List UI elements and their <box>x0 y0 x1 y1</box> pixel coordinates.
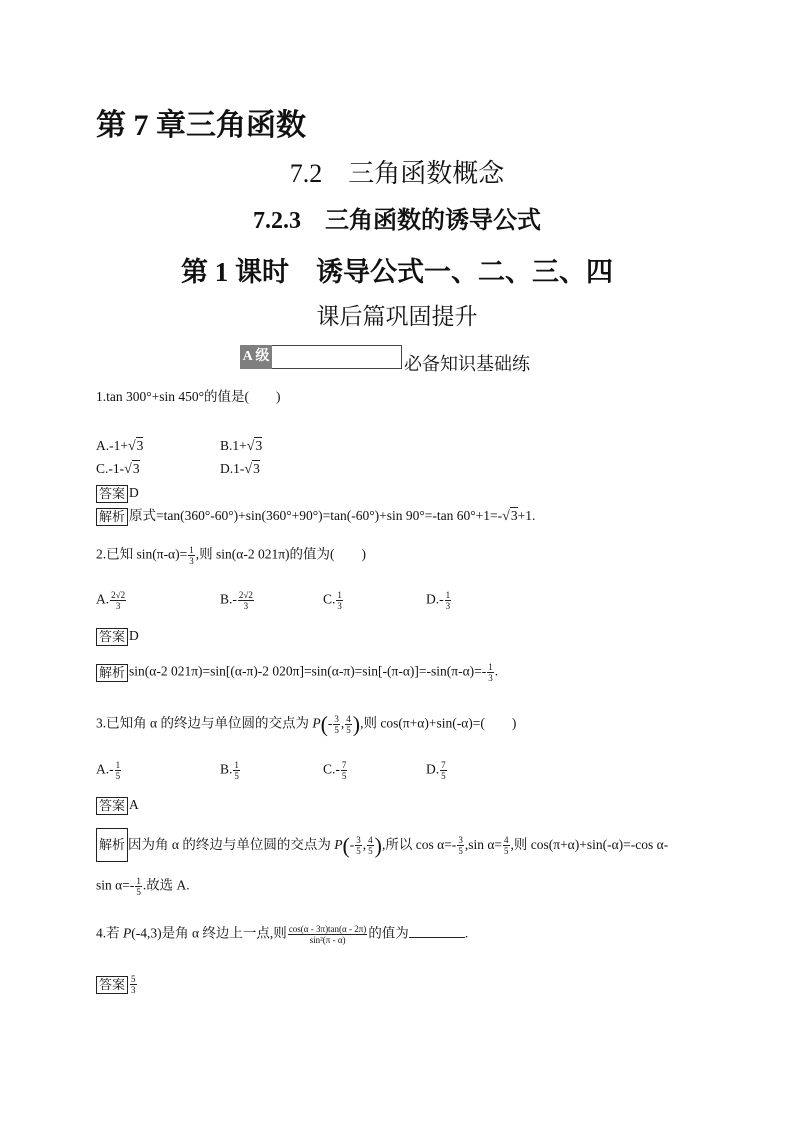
level-box <box>272 345 402 369</box>
q3-answer: 答案 A <box>96 796 139 815</box>
q3-analysis-cont: sin α=- $\frac{1}{5}$ .故选 A. <box>96 876 190 897</box>
q1-answer: 答案 D <box>96 484 139 503</box>
analysis-tag: 解析 <box>96 508 128 526</box>
q1-option-d: D.1-√3 <box>220 461 260 477</box>
level-label: 必备知识基础练 <box>404 354 530 374</box>
answer-tag: 答案 <box>96 797 128 815</box>
q2-answer: 答案 D <box>96 627 139 646</box>
q3-option-d: D. $\frac{7}{5}$ <box>426 760 446 781</box>
q2-option-d: D.- $\frac{1}{3}$ <box>426 590 451 611</box>
question-2-stem: 2.已知 sin(π-α)= $\frac{1}{3}$ ,则 sin(α-2 021π)的值为( ) <box>96 545 366 566</box>
q1-option-a: A.-1+√3 <box>96 438 144 454</box>
lesson-title: 第 1 课时 诱导公式一、二、三、四 <box>181 257 613 287</box>
q1-option-b: B.1+√3 <box>220 438 263 454</box>
q3-analysis: 解析 因为角 α 的终边与单位圆的交点为 P(- $\frac{3}{5}$ , $\frac{4}{5}$ ),所以 cos α=- $\frac{3}{5}$ ,sin α= $\frac{4}{5}$ ,则 cos(π+α)+sin(-α)=-cos α- <box>96 828 668 862</box>
q2-option-b: B.- $\frac{2√2}{3}$ <box>220 590 253 611</box>
question-4-stem: 4.若 P(-4,3)是角 α 终边上一点,则 $\frac{\cos(\alpha - 3\pi)\tan(\alpha - 2\pi)}{\text{sin²(π - α)}}$ 的值为 . <box>96 924 469 945</box>
answer-tag: 答案 <box>96 628 128 646</box>
answer-tag: 答案 <box>96 485 128 503</box>
q1-analysis: 解析 原式=tan(360°-60°)+sin(360°+90°)=tan(-60°)+sin 90°=-tan 60°+1=-√3+1. <box>96 507 535 526</box>
q2-option-c: C. $\frac{1}{3}$ <box>323 590 342 611</box>
q2-option-a: A. $\frac{2√2}{3}$ <box>96 590 126 611</box>
question-3-stem: 3.已知角 α 的终边与单位圆的交点为 P(- $\frac{3}{5}$ , $\frac{4}{5}$ ),则 cos(π+α)+sin(-α)=( ) <box>96 711 517 737</box>
subsection-title: 7.2.3 三角函数的诱导公式 <box>253 208 541 234</box>
section-title: 7.2 三角函数概念 <box>289 159 505 188</box>
q3-option-c: C.- $\frac{7}{5}$ <box>323 760 347 781</box>
q3-option-b: B. $\frac{1}{5}$ <box>220 760 239 781</box>
part-title: 课后篇巩固提升 <box>316 304 478 329</box>
analysis-tag: 解析 <box>96 664 128 682</box>
q3-option-a: A.- $\frac{1}{5}$ <box>96 760 121 781</box>
answer-tag: 答案 <box>96 976 128 994</box>
q4-answer: 答案 $\frac{5}{3}$ <box>96 974 138 995</box>
level-header <box>240 343 530 374</box>
question-1-stem: 1.tan 300°+sin 450°的值是( ) <box>96 389 281 404</box>
q2-analysis: 解析 sin(α-2 021π)=sin[(α-π)-2 020π]=sin(α-π)=sin[-(π-α)]=-sin(π-α)=- $\frac{1}{3}$ . <box>96 662 498 683</box>
level-badge: A 级 <box>240 345 272 369</box>
analysis-tag: 解析 <box>96 828 128 862</box>
q1-option-c: C.-1-√3 <box>96 461 140 477</box>
chapter-title: 第 7 章三角函数 <box>96 109 306 142</box>
